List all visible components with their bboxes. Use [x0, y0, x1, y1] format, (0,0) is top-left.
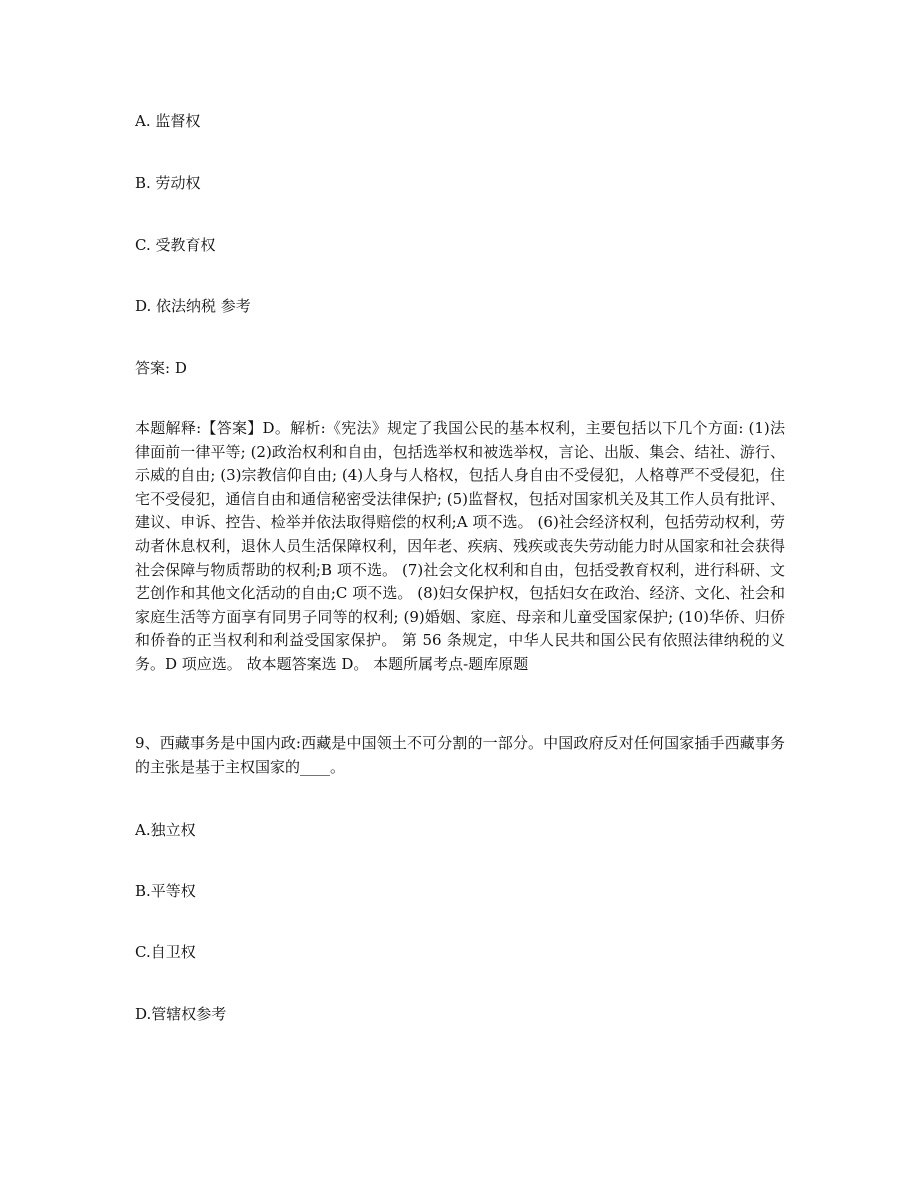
q8-option-d: D. 依法纳税 参考 — [135, 297, 251, 315]
q9-option-d: D.管辖权参考 — [135, 1005, 227, 1023]
q9-option-b: B.平等权 — [135, 882, 196, 900]
q8-option-b: B. 劳动权 — [135, 174, 201, 192]
q9-option-c: C.自卫权 — [135, 943, 196, 961]
q9-option-a: A.独立权 — [135, 821, 196, 839]
q8-option-a: A. 监督权 — [135, 112, 201, 130]
q8-option-c: C. 受教育权 — [135, 236, 216, 254]
q9-question: 9、西藏事务是中国内政:西藏是中国领土不可分割的一部分。中国政府反对任何国家插手西藏事务的主张是基于主权国家的____。 — [135, 734, 785, 776]
q8-answer: 答案: D — [135, 359, 187, 377]
q8-explanation: 本题解释:【答案】D。解析:《宪法》规定了我国公民的基本权利，主要包括以下几个方面: (1)法律面前一律平等; (2)政治权利和自由，包括选举权和被选举权，言论、出版、集会、结社、游行、示威的自由; (3)宗教信仰自由; (4)人身与人格权，包括人身自由不受侵犯，人格尊严不受侵犯，住宅不受侵犯，通信自由和通信秘密受法律保护; (5)监督权，包括对国家机关及其工作人员有批评、建议、申诉、控告、检举并依法取得赔偿的权利;A 项不选。 (6)社会经济权利，包括劳动权利，劳动者休息权利，退休人员生活保障权利，因年老、疾病、残疾或丧失劳动能力时从国家和社会获得社会保障与物质帮助的权利;B 项不选。 (7)社会文化权利和自由，包括受教育权利，进行科研、文艺创作和其他文化活动的自由;C 项不选。 (8)妇女保护权，包括妇女在政治、经济、文化、社会和家庭生活等方面享有同男子同等的权利; (9)婚姻、家庭、母亲和儿童受国家保护; (10)华侨、归侨和侨眷的正当权利和利益受国家保护。 第 56 条规定，中华人民共和国公民有依照法律纳税的义务。D 项应选。 故本题答案选 D。 本题所属考点-题库原题 — [135, 419, 785, 673]
